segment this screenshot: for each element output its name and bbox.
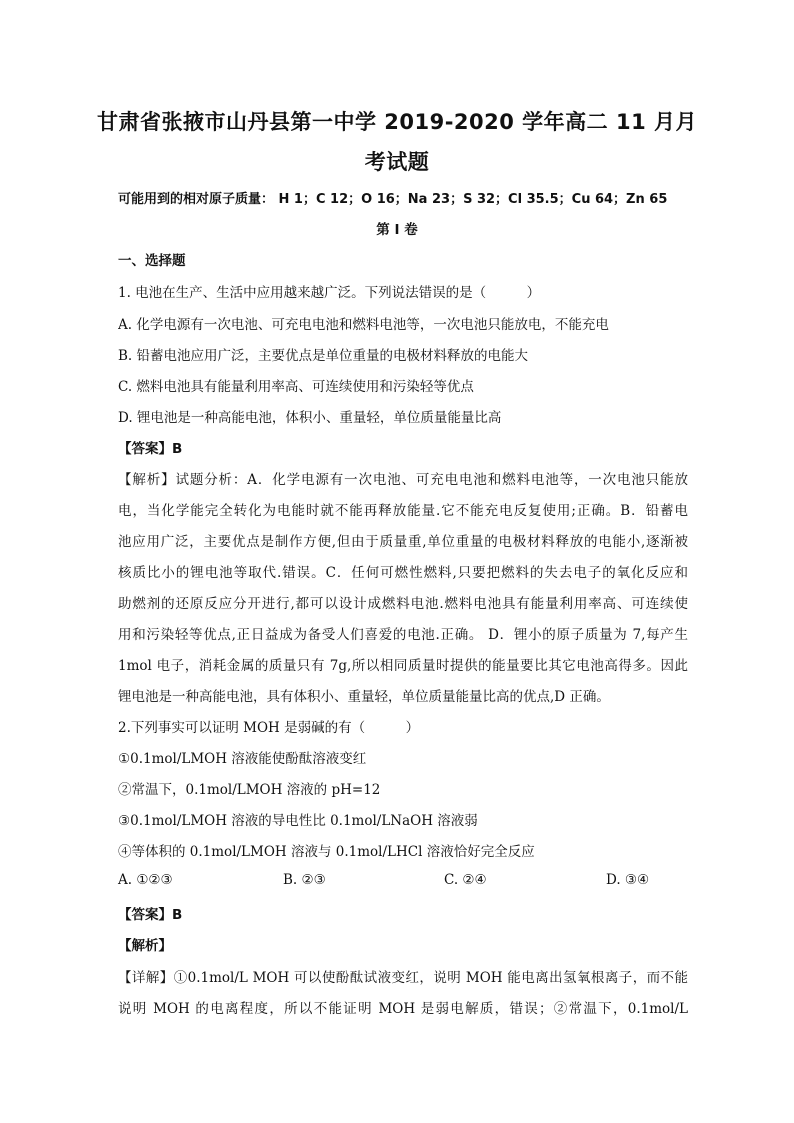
q1-analysis-line: 用和污染轻等优点,正日益成为备受人们喜爱的电池.正确。 D．锂小的原子质量为 7,每产生 xyxy=(118,627,688,643)
atomic-masses: 可能用到的相对原子质量： H 1；C 12；O 16；Na 23；S 32；Cl 35.5；Cu 64；Zn 65 xyxy=(118,192,668,207)
document-title-line1: 甘肃省张掖市山丹县第一中学 2019-2020 学年高二 11 月月 xyxy=(96,110,698,134)
q2-detail-line: 【详解】①0.1mol/L MOH 可以使酚酞试液变红，说明 MOH 能电离出氢氧根离子，而不能 xyxy=(118,970,688,986)
q1-option-c: C. 燃料电池具有能量利用率高、可连续使用和污染轻等优点 xyxy=(118,379,474,395)
q1-analysis-line: 1mol 电子，消耗金属的质量只有 7g,所以相同质量时提供的能量要比其它电池高得多。因此 xyxy=(118,658,688,674)
q2-stem: 2.下列事实可以证明 MOH 是弱碱的有（ ） xyxy=(118,720,420,736)
q2-option-d: D. ③④ xyxy=(606,872,650,888)
volume-label: 第 I 卷 xyxy=(376,222,418,238)
q2-option-a: A. ①②③ xyxy=(118,872,173,888)
q2-option-c: C. ②④ xyxy=(444,872,487,888)
q2-detail-line: 说明 MOH 的电离程度，所以不能证明 MOH 是弱电解质，错误；②常温下，0.1mol/L xyxy=(118,1001,688,1017)
q2-answer: 【答案】B xyxy=(118,907,183,923)
q1-analysis-line: 【解析】试题分析：A．化学电源有一次电池、可充电电池和燃料电池等，一次电池只能放 xyxy=(118,472,688,488)
q1-answer: 【答案】B xyxy=(118,441,183,457)
q1-option-d: D. 锂电池是一种高能电池，体积小、重量轻，单位质量能量比高 xyxy=(118,410,502,426)
q1-analysis-line: 锂电池是一种高能电池，具有体积小、重量轻，单位质量能量比高的优点,D 正确。 xyxy=(118,689,610,705)
q1-option-a: A. 化学电源有一次电池、可充电电池和燃料电池等，一次电池只能放电，不能充电 xyxy=(118,317,609,333)
document-title-line2: 考试题 xyxy=(364,150,430,174)
q2-option-b: B. ②③ xyxy=(283,872,326,888)
q1-analysis-line: 助燃剂的还原反应分开进行,都可以设计成燃料电池.燃料电池具有能量利用率高、可连续使 xyxy=(118,596,688,612)
q1-stem: 1. 电池在生产、生活中应用越来越广泛。下列说法错误的是（ ） xyxy=(118,285,541,301)
q2-analysis-label: 【解析】 xyxy=(118,938,172,954)
q1-option-b: B. 铅蓄电池应用广泛，主要优点是单位重量的电极材料释放的电能大 xyxy=(118,348,529,364)
q2-statement-1: ①0.1mol/LMOH 溶液能使酚酞溶液变红 xyxy=(118,751,367,767)
section-heading: 一、选择题 xyxy=(118,253,186,269)
q1-analysis-line: 电，当化学能完全转化为电能时就不能再释放能量.它不能充电反复使用;正确。B．铅蓄电 xyxy=(118,503,688,519)
q1-analysis-line: 核质比小的锂电池等取代.错误。C．任何可燃性燃料,只要把燃料的失去电子的氧化反应和 xyxy=(118,565,688,581)
q2-statement-4: ④等体积的 0.1mol/LMOH 溶液与 0.1mol/LHCl 溶液恰好完全反应 xyxy=(118,844,535,860)
q2-statement-2: ②常温下，0.1mol/LMOH 溶液的 pH=12 xyxy=(118,782,381,798)
q1-analysis-line: 池应用广泛，主要优点是制作方便,但由于质量重,单位重量的电极材料释放的电能小,逐渐被 xyxy=(118,534,688,550)
q2-statement-3: ③0.1mol/LMOH 溶液的导电性比 0.1mol/LNaOH 溶液弱 xyxy=(118,813,478,829)
